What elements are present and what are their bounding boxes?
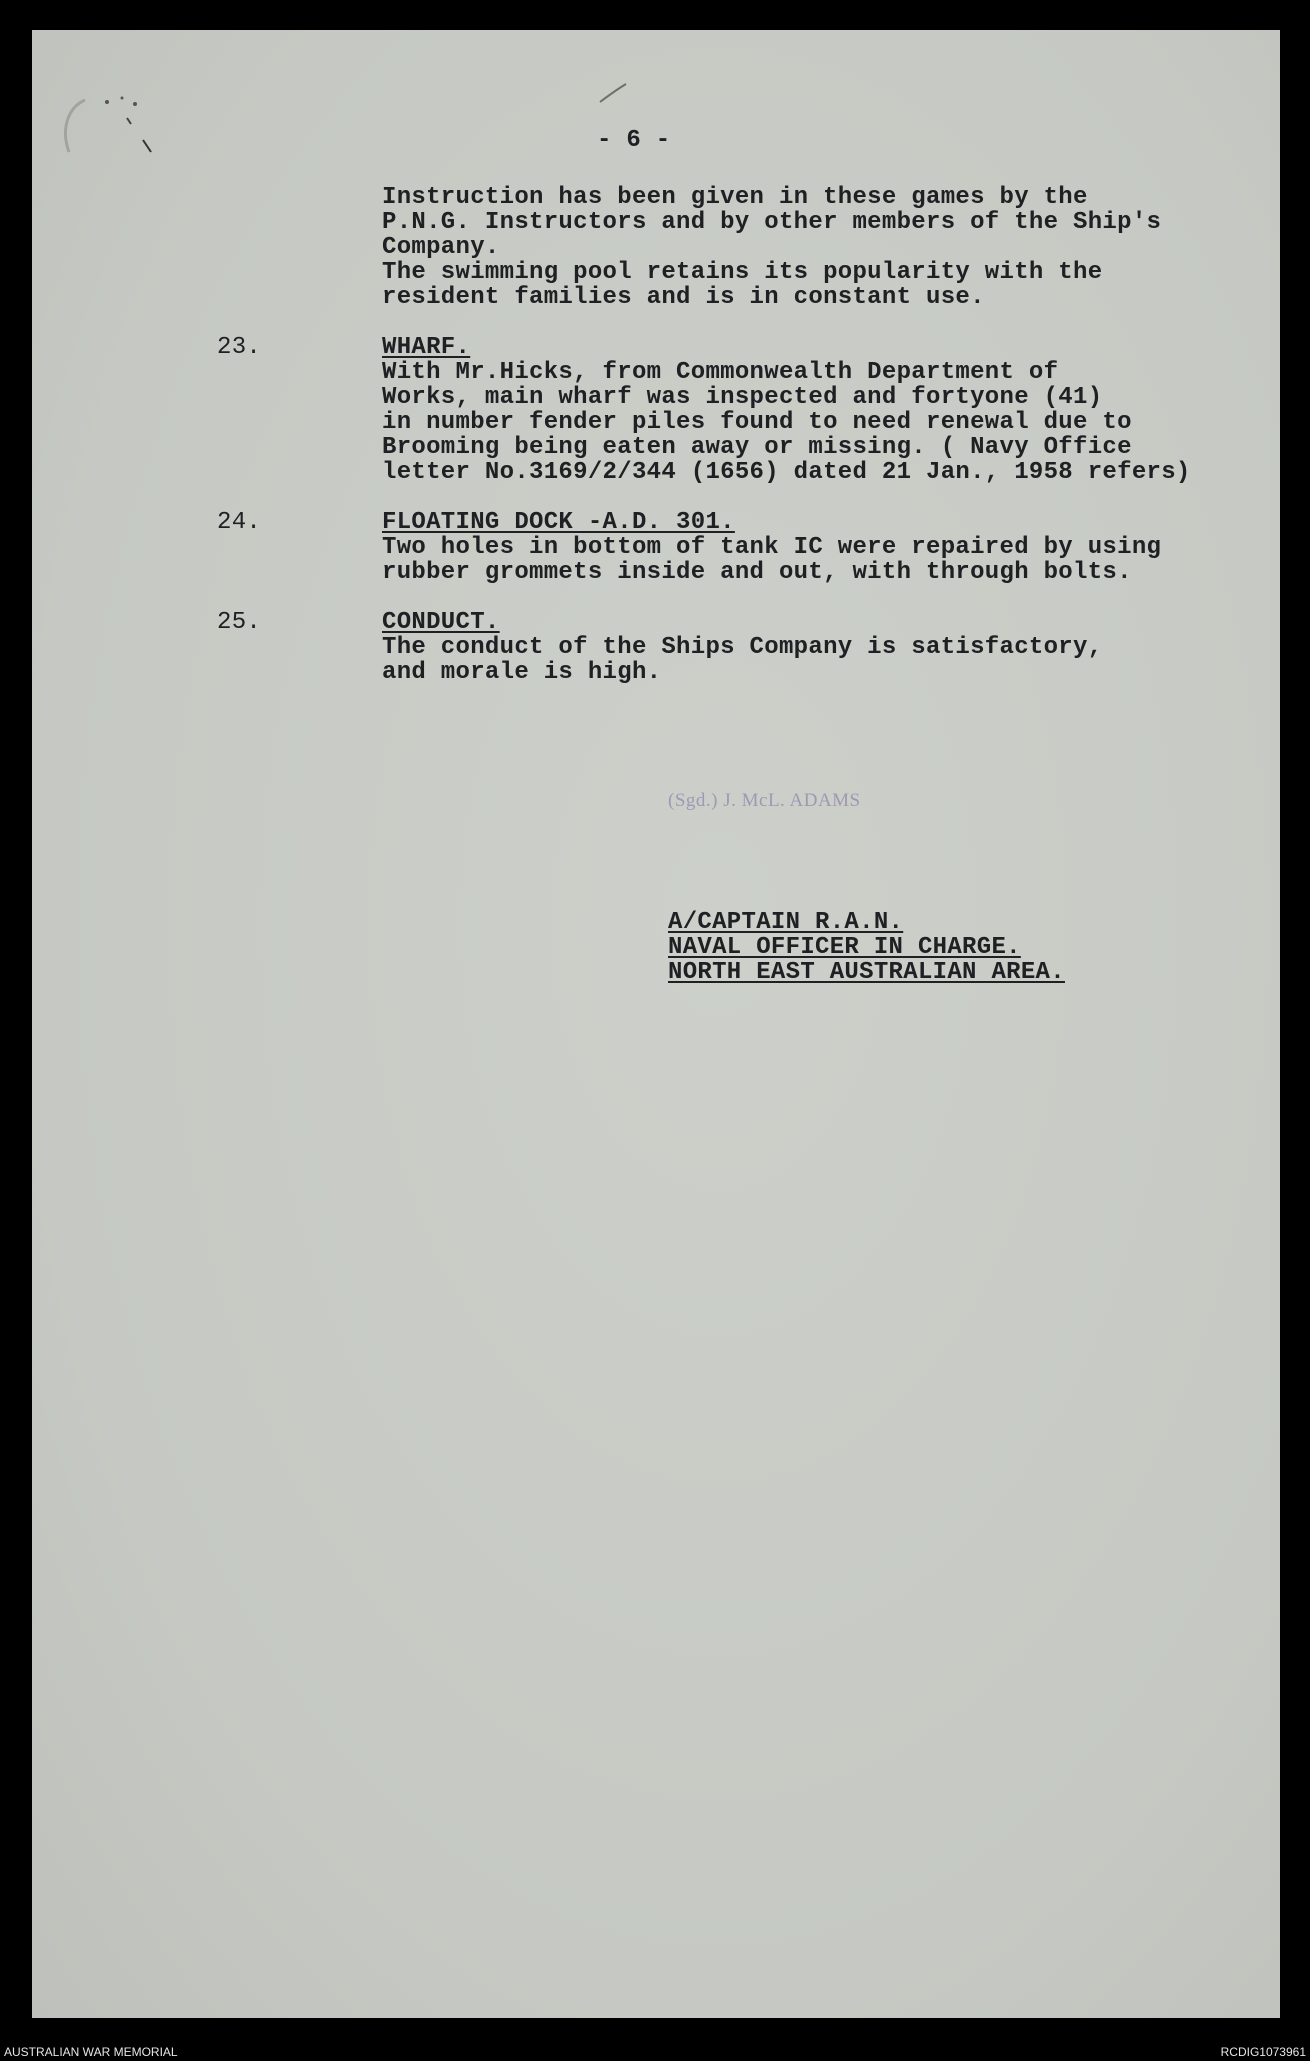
section-heading: WHARF. — [382, 334, 471, 361]
text-line: letter No.3169/2/344 (1656) dated 21 Jan., 1958 refers) — [382, 459, 1191, 486]
text-line: and morale is high. — [382, 659, 662, 686]
archive-credit: AUSTRALIAN WAR MEMORIAL — [4, 2045, 178, 2059]
text-line: The conduct of the Ships Company is satisfactory, — [382, 634, 1103, 661]
section-heading: CONDUCT. — [382, 609, 500, 636]
text-line: The swimming pool retains its popularity with the — [382, 259, 1103, 286]
text-line: resident families and is in constant use. — [382, 284, 985, 311]
signature-line: NORTH EAST AUSTRALIAN AREA. — [668, 959, 1065, 986]
signature-stamp: (Sgd.) J. McL. ADAMS — [668, 790, 861, 811]
text-line: With Mr.Hicks, from Commonwealth Department of — [382, 359, 1059, 386]
pencil-mark — [592, 78, 632, 108]
signature-line: A/CAPTAIN R.A.N. — [668, 909, 904, 936]
section-number: 23. — [217, 334, 262, 361]
archive-id: RCDIG1073961 — [1220, 2045, 1306, 2059]
text-line: Two holes in bottom of tank IC were repaired by using — [382, 534, 1162, 561]
text-line: Company. — [382, 234, 500, 261]
text-line: in number fender piles found to need renewal due to — [382, 409, 1132, 436]
corner-smudge-mark — [47, 90, 157, 170]
page-number: - 6 - — [597, 127, 671, 154]
text-line: Brooming being eaten away or missing. ( Navy Office — [382, 434, 1132, 461]
signature-line: NAVAL OFFICER IN CHARGE. — [668, 934, 1021, 961]
text-line: Instruction has been given in these games by the — [382, 184, 1088, 211]
text-line: rubber grommets inside and out, with through bolts. — [382, 559, 1132, 586]
text-line: Works, main wharf was inspected and fortyone (41) — [382, 384, 1103, 411]
section-heading: FLOATING DOCK -A.D. 301. — [382, 509, 735, 536]
section-number: 24. — [217, 509, 262, 536]
section-number: 25. — [217, 609, 262, 636]
document-page — [32, 30, 1280, 2018]
text-line: P.N.G. Instructors and by other members of the Ship's — [382, 209, 1162, 236]
